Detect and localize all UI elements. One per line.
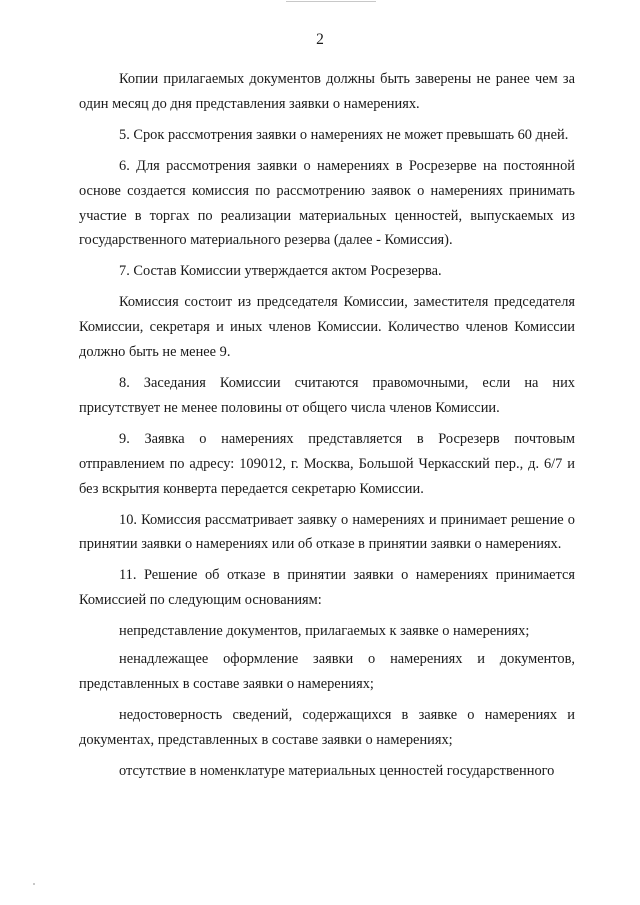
list-item-ground-4: отсутствие в номенклатуре материальных ценностей государственного [119, 762, 555, 779]
paragraph-item-7: 7. Состав Комиссии утверждается актом Росрезерва. [119, 263, 442, 280]
paragraph-item-6: 6. Для рассмотрения заявки о намерениях в Росрезерве на постоянной основе создается комиссия по рассмотрению заявок о намерениях принимать участие в торгах по реализации материальных ценностей, выпускаемых из государственного материального резерва (далее - Комиссия). [79, 157, 575, 249]
list-item-ground-1: непредставление документов, прилагаемых к заявке о намерениях; [119, 623, 530, 640]
page-number: 2 [316, 31, 324, 48]
paragraph-commission-composition: Комиссия состоит из председателя Комиссии, заместителя председателя Комиссии, секретаря и иных членов Комиссии. Количество членов Комиссии должно быть не менее 9. [79, 294, 575, 361]
scan-edge-mark-top [286, 1, 376, 2]
paragraph-document-certification: Копии прилагаемых документов должны быть заверены не ранее чем за один месяц до дня представления заявки о намерениях. [79, 71, 575, 112]
document-body [79, 67, 575, 790]
paragraph-item-8: 8. Заседания Комиссии считаются правомочными, если на них присутствует не менее половины от общего числа членов Комиссии. [79, 374, 575, 416]
paragraph-item-10: 10. Комиссия рассматривает заявку о намерениях и принимает решение о принятии заявки о намерениях или об отказе в принятии заявки о намерениях. [79, 511, 575, 553]
scan-edge-mark-bottom [33, 883, 35, 885]
list-item-ground-2: ненадлежащее оформление заявки о намерениях и документов, представленных в составе заявки о намерениях; [79, 651, 575, 692]
paragraph-item-9: 9. Заявка о намерениях представляется в Росрезерв почтовым отправлением по адресу: 109012, г. Москва, Большой Черкасский пер., д. 6/7 и без вскрытия конверта передается секретарю Комиссии. [79, 430, 575, 497]
paragraph-item-11: 11. Решение об отказе в принятии заявки о намерениях принимается Комиссией по следующим основаниям: [79, 567, 575, 609]
list-item-ground-3: недостоверность сведений, содержащихся в заявке о намерениях и документах, представленных в составе заявки о намерениях; [79, 706, 575, 748]
paragraph-item-5: 5. Срок рассмотрения заявки о намерениях не может превышать 60 дней. [119, 126, 569, 143]
